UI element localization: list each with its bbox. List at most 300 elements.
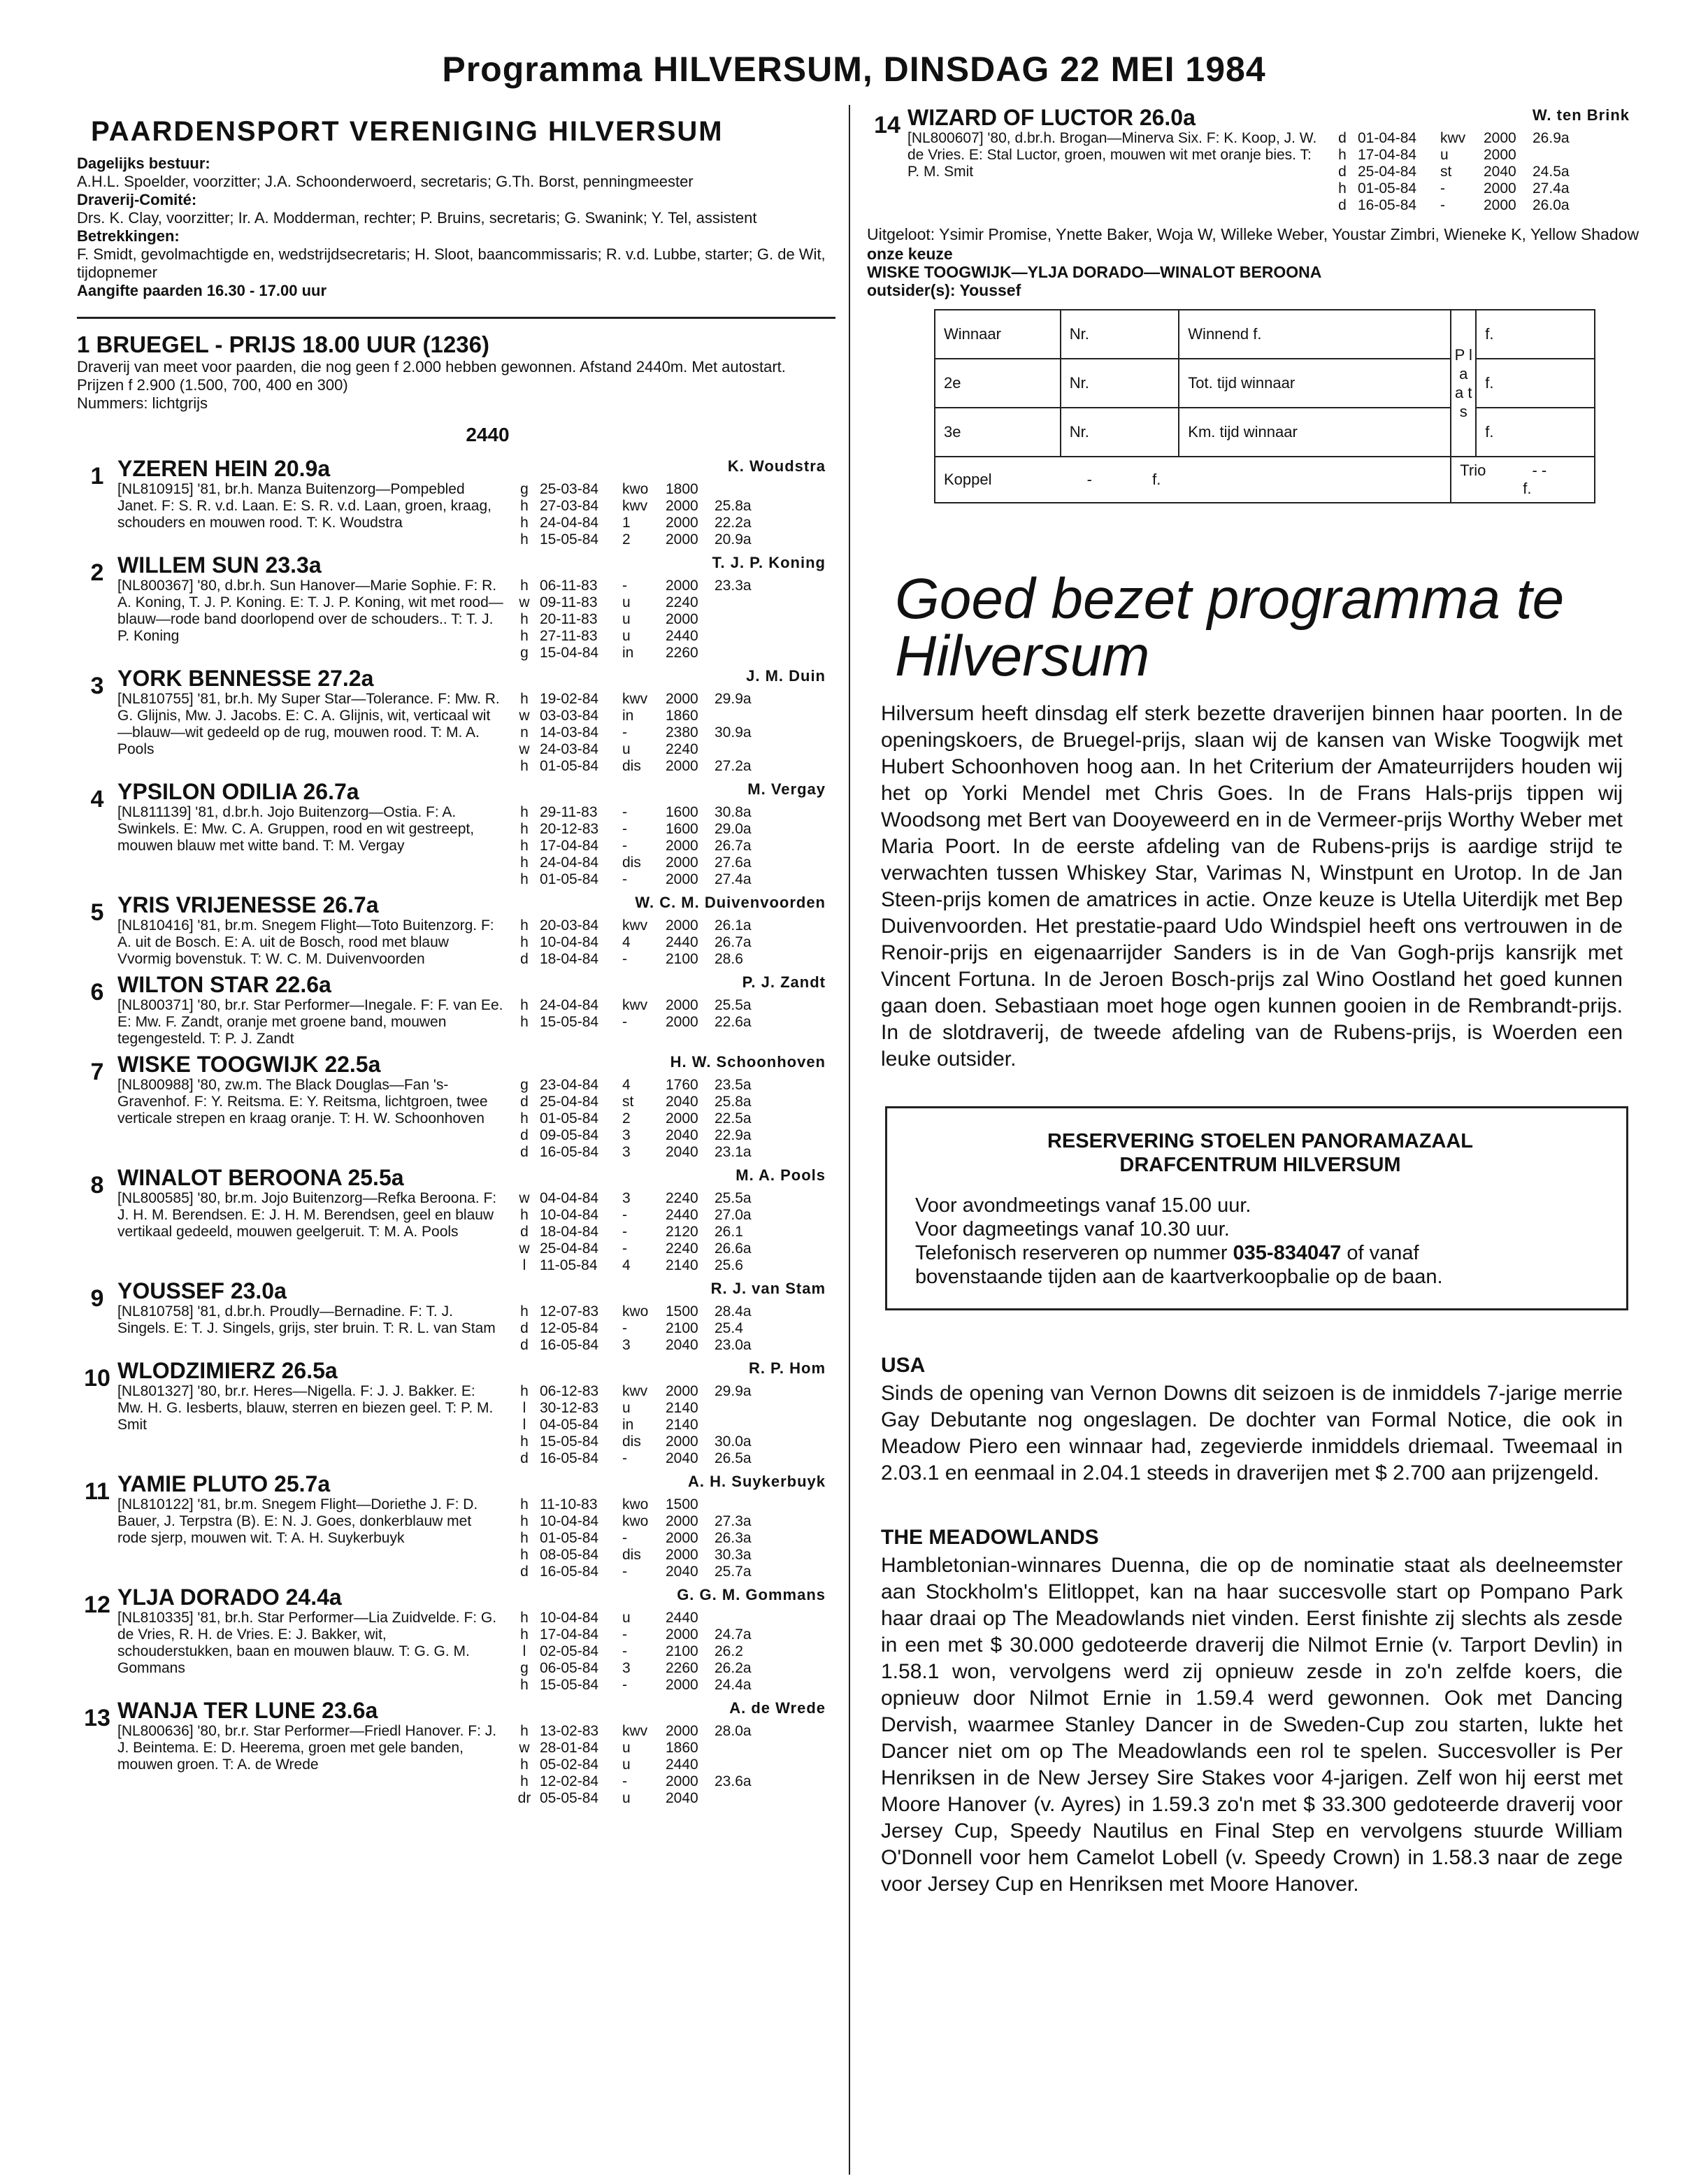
right-column [867, 105, 1639, 1898]
result-cell: 06-11-83 [540, 578, 598, 594]
result-cell: h [520, 578, 529, 594]
result-cell: h [520, 1626, 529, 1643]
result-cell: - [622, 1320, 627, 1336]
result-cell: 05-02-84 [540, 1757, 599, 1773]
result-cell: 20-12-83 [540, 821, 599, 837]
result-cell: d [520, 1320, 529, 1336]
result-cell: dis [622, 758, 641, 774]
result-cell: 2380 [666, 724, 698, 741]
result-cell: 10-04-84 [540, 1513, 599, 1529]
horse-body [117, 892, 835, 968]
result-row [509, 1094, 835, 1110]
result-row [509, 1790, 835, 1807]
result-cell: 1860 [666, 708, 698, 724]
horse-results [509, 1496, 835, 1580]
result-cell [715, 481, 763, 498]
result-cell: 24.4a [715, 1677, 752, 1693]
result-cell: 23.1a [715, 1144, 752, 1160]
result-cell [715, 1417, 763, 1433]
horse-details [117, 917, 835, 968]
horse-results [509, 481, 835, 548]
box-line-4: bovenstaande tijden aan de kaartverkoopbalie op de baan. [915, 1266, 1443, 1288]
result-cell: 24-04-84 [540, 515, 599, 531]
result-cell: w [519, 594, 530, 610]
cell-nr: Nr. [1061, 310, 1179, 359]
result-cell: 04-04-84 [540, 1190, 599, 1206]
result-cell: 26.5a [715, 1450, 752, 1466]
horse-details [117, 1723, 835, 1807]
result-cell: 12-02-84 [540, 1773, 599, 1789]
result-cell: 2240 [666, 1240, 698, 1257]
horse-entry [77, 1358, 835, 1467]
result-cell: h [520, 1773, 529, 1789]
result-row [509, 498, 835, 515]
result-cell: 22.6a [715, 1014, 752, 1030]
result-cell: 14-03-84 [540, 724, 599, 741]
result-cell: d [520, 951, 529, 967]
result-cell: 12-05-84 [540, 1320, 599, 1336]
horse-results [509, 691, 835, 775]
result-cell: d [520, 1224, 529, 1240]
horse-details [117, 804, 835, 888]
result-cell: 22.2a [715, 515, 752, 531]
horse-description: [NL810915] '81, br.h. Manza Buitenzorg—Pompebled Janet. F: S. R. v.d. Laan. E: S. R. v.d. Laan, groen, kraag, schouders en mouwen rood. T: K. Woudstra [117, 481, 491, 531]
horse-body [117, 552, 835, 662]
result-row [509, 854, 835, 871]
horse-body [117, 1585, 835, 1694]
result-cell: - [622, 1773, 627, 1789]
result-cell: 27-03-84 [540, 498, 599, 514]
result-cell: 25.8a [715, 1094, 752, 1110]
result-cell: h [520, 838, 529, 854]
result-cell: 2000 [1484, 180, 1516, 196]
result-cell: w [519, 1190, 530, 1206]
result-cell: 29.9a [715, 1383, 752, 1399]
result-cell: - [622, 871, 627, 887]
result-row [509, 1383, 835, 1400]
result-cell [715, 611, 763, 628]
result-cell: 20.9a [715, 531, 752, 548]
horse-details [117, 1610, 835, 1694]
result-cell: 3 [622, 1144, 631, 1160]
horse-results [509, 1610, 835, 1694]
result-cell: 2 [622, 1110, 631, 1127]
result-cell: dr [517, 1790, 531, 1806]
result-cell: 2040 [666, 1127, 698, 1143]
result-cell: h [520, 515, 529, 531]
result-cell: 26.3a [715, 1530, 752, 1546]
result-row [509, 1207, 835, 1224]
result-cell: - [622, 804, 627, 820]
horse-trainer: A. H. Suykerbuyk [688, 1473, 826, 1490]
horse-name: YORK BENNESSE 27.2a [117, 666, 374, 691]
result-row [509, 1757, 835, 1773]
result-cell: d [520, 1564, 529, 1580]
outsider-text: outsider(s): Youssef [867, 281, 1021, 299]
result-cell: h [520, 1677, 529, 1693]
result-cell: l [522, 1400, 526, 1416]
result-cell: 2040 [1484, 164, 1516, 180]
result-row [509, 1450, 835, 1467]
result-cell: g [520, 645, 529, 661]
result-cell: h [520, 1110, 529, 1127]
horse-body [907, 105, 1639, 214]
result-cell: h [520, 934, 529, 950]
result-cell: 1 [622, 515, 631, 531]
result-cell: h [520, 691, 529, 707]
result-cell: 3 [622, 1337, 631, 1353]
result-cell: 2240 [666, 741, 698, 757]
result-cell: h [520, 917, 529, 934]
result-row [509, 1303, 835, 1320]
trio-dashes: - - [1532, 462, 1547, 479]
result-cell: 2040 [666, 1564, 698, 1580]
column-divider [849, 105, 850, 2175]
horse-number: 1 [90, 463, 104, 489]
horse-results [509, 1077, 835, 1161]
result-cell: 25.7a [715, 1564, 752, 1580]
result-cell: 13-02-83 [540, 1723, 599, 1739]
result-table [934, 309, 1595, 503]
horse-14-entry [867, 105, 1639, 214]
result-cell: 2000 [666, 1433, 698, 1450]
horse-results [509, 1383, 835, 1467]
result-cell: 25.5a [715, 1190, 752, 1206]
result-cell: 16-05-84 [540, 1337, 599, 1353]
result-cell: u [622, 1790, 631, 1806]
result-cell: 04-05-84 [540, 1417, 599, 1433]
horse-body [117, 972, 835, 1047]
horse-trainer: G. G. M. Gommans [677, 1586, 826, 1603]
horse-number: 8 [90, 1172, 104, 1199]
result-row [509, 578, 835, 594]
horse-entry [77, 1585, 835, 1694]
horse-trainer: P. J. Zandt [742, 973, 826, 991]
result-cell: w [519, 708, 530, 724]
result-cell: kwo [622, 1303, 649, 1320]
horse-body [117, 666, 835, 775]
result-cell: 08-05-84 [540, 1547, 599, 1563]
horse-name: WISKE TOOGWIJK 22.5a [117, 1052, 381, 1077]
result-row [509, 1110, 835, 1127]
result-row [509, 917, 835, 934]
result-cell: 4 [622, 1077, 631, 1093]
result-cell: 2100 [666, 1643, 698, 1659]
result-cell: h [520, 1547, 529, 1563]
result-cell: 28-01-84 [540, 1740, 599, 1756]
cell-tot-tijd: Tot. tijd winnaar [1179, 359, 1451, 408]
result-cell: 2000 [666, 531, 698, 548]
result-cell: d [520, 1450, 529, 1466]
result-cell: 27-11-83 [540, 628, 598, 644]
result-cell: - [622, 1224, 627, 1240]
result-row [509, 804, 835, 821]
result-cell: 24.5a [1533, 164, 1570, 180]
result-row [509, 1224, 835, 1240]
result-cell: 23.3a [715, 578, 752, 594]
meadowlands-heading: THE MEADOWLANDS [881, 1526, 1099, 1549]
result-cell: h [520, 871, 529, 887]
result-row [509, 531, 835, 548]
result-cell: kwv [622, 917, 648, 934]
result-cell: 27.4a [1533, 180, 1570, 196]
result-cell: 12-07-83 [540, 1303, 599, 1320]
result-cell [715, 1400, 763, 1417]
result-cell: d [520, 1127, 529, 1143]
horse-entry [77, 892, 835, 968]
result-cell: 2000 [666, 611, 698, 627]
result-cell: 10-04-84 [540, 934, 599, 950]
horse-number: 13 [84, 1705, 110, 1731]
result-cell: 22.9a [715, 1127, 752, 1143]
result-cell: h [520, 498, 529, 514]
result-cell: in [622, 645, 634, 661]
result-cell: 27.2a [715, 758, 752, 774]
result-cell: h [520, 1513, 529, 1529]
result-cell: - [622, 951, 627, 967]
horse-details [117, 481, 835, 548]
cell-nr-3: Nr. [1061, 408, 1179, 457]
result-cell: 2040 [666, 1450, 698, 1466]
result-cell: 2440 [666, 1207, 698, 1223]
result-cell: w [519, 1240, 530, 1257]
result-cell: 15-05-84 [540, 1677, 599, 1693]
cell-nr-2: Nr. [1061, 359, 1179, 408]
result-cell: g [520, 481, 529, 497]
horse-entry [77, 1278, 835, 1354]
result-cell: 25.8a [715, 498, 752, 514]
result-cell: u [622, 611, 631, 627]
result-cell: kwo [622, 481, 649, 497]
horse-body [117, 1698, 835, 1807]
result-cell: 15-05-84 [540, 1014, 599, 1030]
horse-entry [867, 105, 1639, 214]
result-cell: 19-02-84 [540, 691, 599, 707]
section-rule [77, 317, 835, 319]
result-cell: 2040 [666, 1094, 698, 1110]
horse-entry [77, 552, 835, 662]
result-cell: 11-10-83 [540, 1496, 598, 1513]
cell-2e: 2e [935, 359, 1061, 408]
result-cell: st [1440, 164, 1452, 180]
result-cell: dis [622, 1547, 641, 1563]
result-cell: u [622, 741, 631, 757]
horse-details [117, 1077, 835, 1161]
cell-koppel [935, 457, 1451, 503]
result-cell: 15-05-84 [540, 1433, 599, 1450]
result-row [509, 821, 835, 838]
result-cell: 15-04-84 [540, 645, 599, 661]
result-cell: - [622, 1530, 627, 1546]
result-cell: - [622, 1626, 627, 1643]
result-cell: 2000 [666, 1547, 698, 1563]
result-cell: 2000 [666, 1110, 698, 1127]
horse-details [117, 578, 835, 662]
result-cell: 1760 [666, 1077, 698, 1093]
result-cell: 1600 [666, 821, 698, 837]
result-cell: 10-04-84 [540, 1610, 599, 1626]
result-cell: h [520, 821, 529, 837]
result-cell: 26.2 [715, 1643, 743, 1659]
koppel-f: f. [1152, 471, 1161, 488]
result-cell: 1500 [666, 1303, 698, 1320]
result-cell: 1600 [666, 804, 698, 820]
cell-winnaar: Winnaar [935, 310, 1061, 359]
horse-number: 7 [90, 1059, 104, 1085]
result-cell [715, 1610, 763, 1626]
result-row [509, 1433, 835, 1450]
result-row [509, 1643, 835, 1660]
result-cell: 2000 [666, 997, 698, 1013]
result-cell: 2000 [666, 1014, 698, 1030]
horse-name: YRIS VRIJENESSE 26.7a [117, 892, 379, 917]
result-row [509, 758, 835, 775]
cell-f1: f. [1476, 310, 1595, 359]
result-cell: 05-05-84 [540, 1790, 599, 1806]
result-cell: h [520, 611, 529, 627]
koppel-label: Koppel [944, 471, 992, 488]
result-cell: 2000 [1484, 197, 1516, 213]
result-row [509, 1257, 835, 1274]
result-cell: 24-04-84 [540, 997, 599, 1013]
result-cell: 26.1 [715, 1224, 743, 1240]
result-cell [715, 1740, 763, 1757]
bestuur-heading: Dagelijks bestuur: [77, 155, 210, 172]
horse-name: YLJA DORADO 24.4a [117, 1585, 342, 1610]
result-cell: h [520, 1757, 529, 1773]
horse-body [117, 1278, 835, 1354]
cell-plaats [1451, 310, 1476, 457]
result-cell: 30.8a [715, 804, 752, 820]
result-cell: 15-05-84 [540, 531, 599, 548]
cell-f2: f. [1476, 359, 1595, 408]
result-cell: - [622, 1207, 627, 1223]
result-cell: 2000 [1484, 147, 1516, 163]
horse-number: 11 [85, 1478, 110, 1505]
result-cell: 24-03-84 [540, 741, 599, 757]
horse-number: 14 [874, 112, 900, 138]
result-cell: u [622, 1400, 631, 1416]
horse-description: [NL801327] '80, br.r. Heres—Nigella. F: J. J. Bakker. E: Mw. H. G. Iesberts, blauw, sterren en biezen geel. T: P. M. Smit [117, 1383, 494, 1433]
horse-description: [NL810416] '81, br.m. Snegem Flight—Toto Buitenzorg. F: A. uit de Bosch. E: A. uit de Bosch, rood met blauw Vvormig bovenstuk. T: W. C. M. Duivenvoorden [117, 917, 494, 967]
box-phone: 035-834047 [1233, 1242, 1342, 1264]
result-cell: kwv [1440, 130, 1466, 146]
horse-results [509, 578, 835, 662]
result-row [509, 934, 835, 951]
result-cell: in [622, 1417, 634, 1433]
result-cell: kwo [622, 1513, 649, 1529]
keuze-heading: onze keuze [867, 245, 953, 263]
horse-trainer: W. ten Brink [1532, 106, 1630, 124]
result-cell: 22.5a [715, 1110, 752, 1127]
result-cell: d [1338, 130, 1347, 146]
result-row [509, 951, 835, 968]
result-cell: 2000 [666, 578, 698, 594]
result-cell: g [520, 1077, 529, 1093]
horse-trainer: H. W. Schoonhoven [670, 1053, 826, 1071]
org-info [77, 155, 835, 300]
result-cell: kwv [622, 1723, 648, 1739]
result-cell: 17-04-84 [1358, 147, 1417, 163]
horse-description: [NL800371] '80, br.r. Star Performer—Inegale. F: F. van Ee. E: Mw. F. Zandt, oranje met groene band, mouwen tegengesteld. T: P. J. Zandt [117, 997, 503, 1047]
result-cell: 01-05-84 [1358, 180, 1417, 196]
uitgeloot-text: Uitgeloot: Ysimir Promise, Ynette Baker, Woja W, Willeke Weber, Youstar Zimbri, Wieneke K, Yellow Shadow [867, 225, 1639, 243]
result-cell: h [520, 1610, 529, 1626]
result-row [509, 741, 835, 758]
horse-description: [NL800367] '80, d.br.h. Sun Hanover—Marie Sophie. F: R. A. Koning, T. J. P. Koning. E: T. J. P. Koning, wit met rood—blauw—rode band doorlopend over de schouders.. T: T. J. P. Koning [117, 578, 503, 644]
result-row [509, 1337, 835, 1354]
result-cell: kwv [622, 997, 648, 1013]
bestuur-text: A.H.L. Spoelder, voorzitter; J.A. Schoonderwoerd, secretaris; G.Th. Borst, penningmeester [77, 173, 694, 190]
horse-body [117, 456, 835, 548]
result-row [509, 1190, 835, 1207]
result-row [509, 1513, 835, 1530]
result-cell: 28.6 [715, 951, 743, 967]
cell-3e: 3e [935, 408, 1061, 457]
box-line-3b: of vanaf [1341, 1242, 1419, 1264]
horse-number: 9 [90, 1285, 104, 1312]
horse-entry [77, 456, 835, 548]
horse-name: WINALOT BEROONA 25.5a [117, 1165, 404, 1190]
horse-list [77, 456, 835, 1807]
box-title-1: RESERVERING STOELEN PANORAMAZAAL [1047, 1130, 1474, 1152]
result-cell: 16-05-84 [540, 1450, 599, 1466]
result-cell: 2000 [666, 871, 698, 887]
result-cell: 2000 [666, 1530, 698, 1546]
horse-name: WIZARD OF LUCTOR 26.0a [907, 105, 1196, 130]
horse-results [509, 1190, 835, 1274]
result-cell: 27.0a [715, 1207, 752, 1223]
result-cell: 09-11-83 [540, 594, 598, 610]
result-cell: 25-04-84 [540, 1240, 599, 1257]
result-cell: 06-05-84 [540, 1660, 599, 1676]
keuze-text: WISKE TOOGWIJK—YLJA DORADO—WINALOT BEROONA [867, 263, 1322, 281]
result-cell: 24-04-84 [540, 854, 599, 871]
page-title: Programma HILVERSUM, DINSDAG 22 MEI 1984 [442, 50, 1266, 89]
result-row [509, 1660, 835, 1677]
comite-text: Drs. K. Clay, voorzitter; Ir. A. Modderman, rechter; P. Bruins, secretaris; G. Swanink; Y. Tel, assistent [77, 209, 757, 227]
race-numbers: Nummers: lichtgrijs [77, 394, 208, 412]
result-cell: 2000 [666, 1677, 698, 1693]
result-cell: 26.9a [1533, 130, 1570, 146]
result-row [509, 871, 835, 888]
result-cell: - [622, 1564, 627, 1580]
result-cell: 18-04-84 [540, 951, 599, 967]
cell-winnend: Winnend f. [1179, 310, 1451, 359]
horse-entry [77, 1165, 835, 1274]
result-row [509, 1610, 835, 1626]
result-cell: 16-05-84 [540, 1564, 599, 1580]
result-row [509, 645, 835, 662]
result-cell: 25.5a [715, 997, 752, 1013]
result-cell: 26.7a [715, 838, 752, 854]
result-cell: 27.6a [715, 854, 752, 871]
result-cell [715, 628, 763, 645]
race-distance: 2440 [466, 424, 510, 445]
result-cell: 27.3a [715, 1513, 752, 1529]
result-cell: 02-05-84 [540, 1643, 599, 1659]
result-row [509, 594, 835, 611]
horse-trainer: K. Woudstra [727, 457, 826, 475]
horse-trainer: J. M. Duin [746, 667, 826, 685]
horse-details [117, 1496, 835, 1580]
result-cell: h [520, 1723, 529, 1739]
result-row [509, 1530, 835, 1547]
result-cell: d [520, 1094, 529, 1110]
result-cell: kwv [622, 1383, 648, 1399]
result-cell: 2000 [666, 758, 698, 774]
result-cell: 2 [622, 531, 631, 548]
